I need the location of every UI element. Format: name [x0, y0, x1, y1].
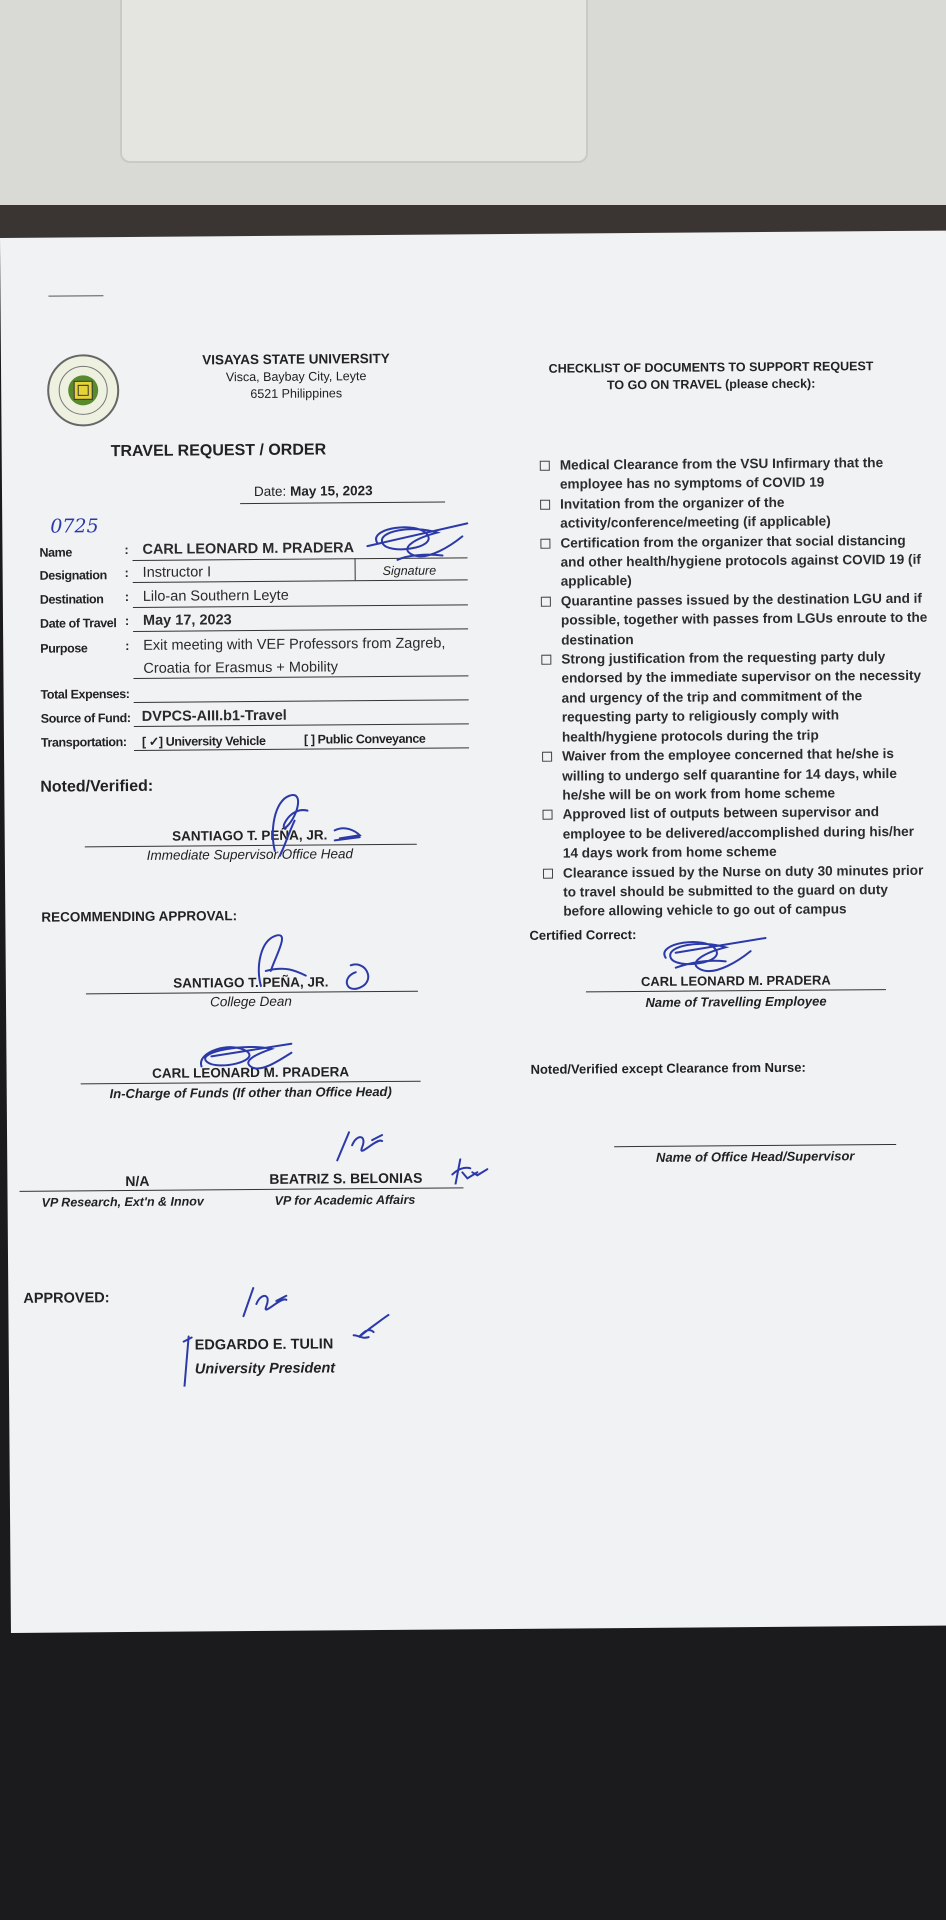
signature-line: [614, 1144, 896, 1147]
form-title: TRAVEL REQUEST / ORDER: [110, 441, 327, 461]
checklist: [540, 453, 934, 922]
vp-research-name: N/A: [125, 1172, 150, 1190]
name-value: CARL LEONARD M. PRADERA: [142, 540, 355, 558]
separator: :: [124, 614, 129, 629]
applicant-signature: [357, 517, 477, 568]
purpose-label: Purpose: [40, 641, 88, 656]
checklist-item-text: Strong justification from the requesting party duly endorsed by the immediate supervisor on the necessity and urgency of the trip and commitment of the requesting party to religiously comply with health/hygiene protocols during the trip: [561, 649, 922, 745]
checklist-item: [541, 647, 932, 747]
signature-line: [586, 989, 886, 992]
checkbox-checked[interactable]: [ ✓]: [141, 734, 163, 749]
signature-divider: [355, 558, 356, 580]
vp-academic-title: VP for Academic Affairs: [274, 1192, 416, 1208]
source-of-fund-value: DVPCS-AIII.b1-Travel: [141, 707, 287, 725]
date-line: [240, 502, 445, 505]
field-line: [133, 557, 468, 561]
checkbox[interactable]: [540, 538, 550, 548]
checklist-item-text: Approved list of outputs between supervisor and employee to be delivered/accomplished during his/her 14 days work from home scheme: [562, 804, 915, 861]
designation-label: Designation: [39, 568, 107, 583]
checklist-item-text: Medical Clearance from the VSU Infirmary that the employee has no symptoms of COVID 19: [559, 455, 884, 493]
handwritten-number: 0725: [50, 515, 99, 538]
date-label: Date:: [253, 483, 287, 500]
supervisor-title: Immediate Supervisor/Office Head: [146, 846, 354, 863]
checklist-item: [542, 744, 932, 805]
field-line: [133, 628, 468, 632]
checklist-item: [540, 530, 930, 591]
transportation-label: Transportation:: [40, 735, 127, 750]
dean-title: College Dean: [210, 993, 292, 1010]
checkbox[interactable]: [540, 461, 550, 471]
checklist-item: [543, 860, 933, 921]
destination-label: Destination: [39, 592, 104, 607]
purpose-value-line2: Croatia for Erasmus + Mobility: [143, 659, 339, 677]
university-name: VISAYAS STATE UNIVERSITY: [202, 350, 390, 368]
pen-mark: [48, 295, 103, 296]
checklist-item-text: Certification from the organizer that social distancing and other health/hygiene protocols against COVID 19 (if applicable): [560, 532, 921, 590]
checklist-title-line1: CHECKLIST OF DOCUMENTS TO SUPPORT REQUEST: [548, 359, 874, 376]
total-expenses-label: Total Expenses:: [40, 686, 130, 702]
signature-label: Signature: [382, 563, 437, 579]
checklist-item: [542, 802, 932, 863]
option-label: University Vehicle: [165, 733, 266, 749]
laptop-surface: [0, 0, 946, 210]
checklist-item-text: Invitation from the organizer of the activity/conference/meeting (if applicable): [560, 494, 831, 531]
name-label: Name: [39, 545, 72, 560]
transport-option-university-vehicle[interactable]: [142, 733, 266, 749]
checkbox[interactable]: [542, 752, 552, 762]
noted-verified-heading: Noted/Verified:: [40, 777, 154, 796]
field-line: [133, 604, 468, 608]
checklist-item: [541, 589, 931, 650]
checklist-item-text: Quarantine passes issued by the destination LGU and if possible, together with passes from LGUs enroute to the destination: [560, 590, 928, 648]
checkbox[interactable]: [541, 597, 551, 607]
travelling-employee-name: CARL LEONARD M. PRADERA: [640, 972, 831, 989]
separator: :: [125, 638, 130, 654]
travel-request-document: [0, 231, 946, 1633]
university-address-line1: Visca, Baybay City, Leyte: [225, 369, 367, 385]
source-of-fund-label: Source of Fund:: [40, 710, 131, 726]
certified-correct-heading: Certified Correct:: [529, 927, 637, 943]
checklist-item-text: Waiver from the employee concerned that he/she is willing to undergo self quarantine for 14 days, while he/she will be on work from home scheme: [562, 746, 897, 803]
separator: :: [124, 590, 129, 605]
separator: :: [124, 543, 129, 558]
separator: :: [124, 566, 129, 581]
funds-incharge-title: In-Charge of Funds (If other than Office Head): [109, 1083, 392, 1102]
dean-name: SANTIAGO T. PEÑA, JR.: [173, 974, 329, 991]
checkbox[interactable]: [543, 868, 553, 878]
funds-incharge-name: CARL LEONARD M. PRADERA: [151, 1064, 350, 1081]
date-value: May 15, 2023: [289, 483, 373, 499]
checkbox-unchecked[interactable]: [ ]: [303, 732, 315, 747]
checkbox[interactable]: [541, 655, 551, 665]
university-address-line2: 6521 Philippines: [250, 386, 343, 402]
date-of-travel-value: May 17, 2023: [142, 612, 232, 629]
recommending-approval-heading: RECOMMENDING APPROVAL:: [41, 908, 238, 925]
checklist-title-line2: TO GO ON TRAVEL (please check):: [606, 376, 816, 393]
field-line: [134, 699, 469, 703]
designation-value: Instructor I: [142, 564, 212, 581]
transport-option-public-conveyance[interactable]: [304, 732, 426, 747]
checklist-item-text: Clearance issued by the Nurse on duty 30 minutes prior to travel should be submitted to the guard on duty before allowing vehicle to go out of campus: [562, 862, 924, 919]
trackpad: [120, 0, 588, 163]
university-seal-logo: [45, 352, 122, 429]
option-label: Public Conveyance: [317, 731, 426, 747]
noted-except-heading: Noted/Verified except Clearance from Nurse:: [530, 1059, 806, 1077]
checkbox[interactable]: [540, 500, 550, 510]
checklist-item: [540, 453, 930, 495]
vp-research-title: VP Research, Ext'n & Innov: [41, 1194, 204, 1210]
checklist-item: [540, 492, 930, 534]
president-title: University President: [194, 1360, 336, 1378]
destination-value: Lilo-an Southern Leyte: [142, 587, 289, 605]
date-of-travel-label: Date of Travel: [39, 616, 117, 631]
purpose-value: Exit meeting with VEF Professors from Zagreb,: [143, 635, 446, 654]
vp-academic-name: BEATRIZ S. BELONIAS: [269, 1169, 423, 1187]
president-name: EDGARDO E. TULIN: [194, 1336, 334, 1354]
checkbox[interactable]: [543, 810, 553, 820]
office-head-title: Name of Office Head/Supervisor: [655, 1148, 855, 1165]
approved-heading: APPROVED:: [23, 1290, 110, 1307]
supervisor-name: SANTIAGO T. PEÑA, JR.: [172, 827, 328, 844]
travelling-employee-title: Name of Travelling Employee: [645, 993, 827, 1010]
